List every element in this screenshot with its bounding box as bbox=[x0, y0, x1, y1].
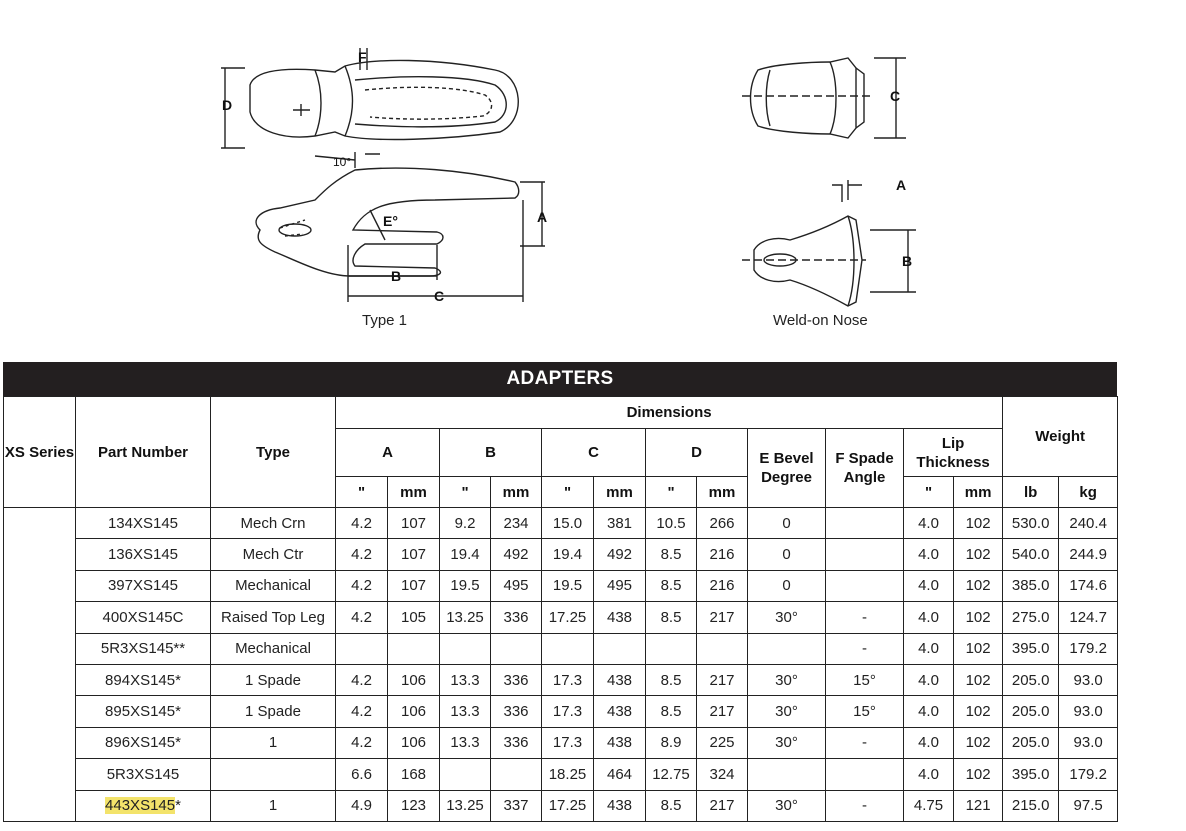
cell-a-mm: 105 bbox=[388, 602, 440, 633]
header-weight-kg: kg bbox=[1059, 477, 1118, 508]
cell-type: 1 Spade bbox=[211, 664, 336, 695]
cell-f bbox=[826, 759, 904, 790]
header-b-mm: mm bbox=[491, 477, 542, 508]
cell-a-mm: 123 bbox=[388, 790, 440, 821]
cell-a-mm: 106 bbox=[388, 696, 440, 727]
cell-part-number: 397XS145 bbox=[76, 570, 211, 601]
part-number-suffix: * bbox=[175, 797, 181, 815]
cell-a-in: 4.9 bbox=[336, 790, 388, 821]
cell-c-mm: 381 bbox=[594, 508, 646, 539]
cell-part-number: 894XS145* bbox=[76, 664, 211, 695]
cell-lip-mm: 102 bbox=[954, 602, 1003, 633]
type1-label-b: B bbox=[391, 268, 402, 284]
cell-part-number: 896XS145* bbox=[76, 727, 211, 758]
header-a: A bbox=[336, 429, 440, 477]
adapters-table bbox=[3, 396, 1118, 822]
type1-caption: Type 1 bbox=[362, 312, 408, 329]
cell-lip-in: 4.0 bbox=[904, 539, 954, 570]
cell-c-in: 19.4 bbox=[542, 539, 594, 570]
cell-lip-in: 4.0 bbox=[904, 664, 954, 695]
header-d-inch: " bbox=[646, 477, 697, 508]
cell-f: - bbox=[826, 633, 904, 664]
cell-a-mm: 107 bbox=[388, 570, 440, 601]
cell-lip-mm: 102 bbox=[954, 696, 1003, 727]
cell-lip-mm: 102 bbox=[954, 664, 1003, 695]
header-b: B bbox=[440, 429, 542, 477]
cell-f: - bbox=[826, 602, 904, 633]
header-b-inch: " bbox=[440, 477, 491, 508]
header-lip-thickness: Lip Thickness bbox=[904, 429, 1003, 477]
cell-a-in: 4.2 bbox=[336, 664, 388, 695]
cell-b-in: 13.3 bbox=[440, 664, 491, 695]
cell-f: 15° bbox=[826, 664, 904, 695]
cell-c-mm: 438 bbox=[594, 602, 646, 633]
cell-b-in: 19.5 bbox=[440, 570, 491, 601]
cell-b-mm: 336 bbox=[491, 602, 542, 633]
cell-lb: 275.0 bbox=[1003, 602, 1059, 633]
cell-lip-in: 4.75 bbox=[904, 790, 954, 821]
header-type: Type bbox=[211, 397, 336, 508]
header-d-mm: mm bbox=[697, 477, 748, 508]
cell-type: Mechanical bbox=[211, 570, 336, 601]
cell-e: 0 bbox=[748, 570, 826, 601]
cell-d-in: 10.5 bbox=[646, 508, 697, 539]
cell-part-number: 134XS145 bbox=[76, 508, 211, 539]
cell-type: Mech Crn bbox=[211, 508, 336, 539]
nose-label-a: A bbox=[896, 177, 907, 193]
cell-type bbox=[211, 759, 336, 790]
cell-c-in: 17.3 bbox=[542, 664, 594, 695]
cell-d-in: 8.5 bbox=[646, 696, 697, 727]
cell-part-number: 5R3XS145 bbox=[76, 759, 211, 790]
cell-kg: 93.0 bbox=[1059, 727, 1118, 758]
cell-lip-in: 4.0 bbox=[904, 727, 954, 758]
cell-c-mm: 495 bbox=[594, 570, 646, 601]
cell-lb: 205.0 bbox=[1003, 727, 1059, 758]
cell-f bbox=[826, 570, 904, 601]
cell-b-in: 19.4 bbox=[440, 539, 491, 570]
cell-a-in: 4.2 bbox=[336, 696, 388, 727]
cell-type: Raised Top Leg bbox=[211, 602, 336, 633]
table-row bbox=[4, 539, 1118, 570]
type1-label-f: F bbox=[358, 49, 367, 65]
table-row bbox=[4, 664, 1118, 695]
cell-d-mm: 217 bbox=[697, 696, 748, 727]
cell-c-in: 17.25 bbox=[542, 790, 594, 821]
cell-lip-mm: 102 bbox=[954, 508, 1003, 539]
header-a-mm: mm bbox=[388, 477, 440, 508]
table-row bbox=[4, 759, 1118, 790]
cell-kg: 240.4 bbox=[1059, 508, 1118, 539]
cell-part-number: 400XS145C bbox=[76, 602, 211, 633]
cell-kg: 179.2 bbox=[1059, 633, 1118, 664]
cell-lb: 205.0 bbox=[1003, 664, 1059, 695]
cell-d-in: 12.75 bbox=[646, 759, 697, 790]
cell-lip-in: 4.0 bbox=[904, 602, 954, 633]
cell-a-mm bbox=[388, 633, 440, 664]
cell-type: 1 Spade bbox=[211, 696, 336, 727]
table-row bbox=[4, 633, 1118, 664]
cell-c-in: 17.25 bbox=[542, 602, 594, 633]
cell-d-in: 8.5 bbox=[646, 602, 697, 633]
nose-label-c: C bbox=[890, 88, 901, 104]
cell-lb: 395.0 bbox=[1003, 759, 1059, 790]
cell-d-in: 8.5 bbox=[646, 664, 697, 695]
table-row bbox=[4, 508, 1118, 539]
cell-a-in: 6.6 bbox=[336, 759, 388, 790]
header-weight-lb: lb bbox=[1003, 477, 1059, 508]
cell-a-mm: 168 bbox=[388, 759, 440, 790]
cell-d-mm: 225 bbox=[697, 727, 748, 758]
cell-kg: 97.5 bbox=[1059, 790, 1118, 821]
type1-label-d: D bbox=[222, 97, 233, 113]
cell-c-in: 15.0 bbox=[542, 508, 594, 539]
header-dimensions: Dimensions bbox=[336, 397, 1003, 429]
cell-d-mm: 217 bbox=[697, 664, 748, 695]
cell-a-in: 4.2 bbox=[336, 602, 388, 633]
cell-lip-in: 4.0 bbox=[904, 633, 954, 664]
nose-label-b: B bbox=[902, 253, 913, 269]
cell-b-mm: 337 bbox=[491, 790, 542, 821]
weld-on-nose-drawing bbox=[730, 40, 920, 310]
cell-b-mm: 234 bbox=[491, 508, 542, 539]
cell-d-in bbox=[646, 633, 697, 664]
header-lip-inch: " bbox=[904, 477, 954, 508]
cell-lb: 215.0 bbox=[1003, 790, 1059, 821]
table-row bbox=[4, 602, 1118, 633]
cell-part-number: 136XS145 bbox=[76, 539, 211, 570]
cell-d-mm bbox=[697, 633, 748, 664]
type1-label-a: A bbox=[537, 209, 548, 225]
cell-type: 1 bbox=[211, 790, 336, 821]
cell-d-mm: 216 bbox=[697, 539, 748, 570]
cell-lip-mm: 121 bbox=[954, 790, 1003, 821]
cell-a-mm: 107 bbox=[388, 539, 440, 570]
cell-b-in bbox=[440, 759, 491, 790]
cell-lip-mm: 102 bbox=[954, 633, 1003, 664]
cell-a-in: 4.2 bbox=[336, 539, 388, 570]
cell-e: 30° bbox=[748, 790, 826, 821]
cell-f bbox=[826, 508, 904, 539]
cell-type: Mech Ctr bbox=[211, 539, 336, 570]
cell-lb: 530.0 bbox=[1003, 508, 1059, 539]
table-row bbox=[4, 790, 1118, 821]
cell-e bbox=[748, 633, 826, 664]
cell-lip-mm: 102 bbox=[954, 759, 1003, 790]
cell-a-in: 4.2 bbox=[336, 727, 388, 758]
type1-label-c: C bbox=[434, 288, 445, 304]
cell-a-mm: 107 bbox=[388, 508, 440, 539]
cell-part-number: 895XS145* bbox=[76, 696, 211, 727]
header-lip-mm: mm bbox=[954, 477, 1003, 508]
cell-f bbox=[826, 539, 904, 570]
table-row bbox=[4, 570, 1118, 601]
cell-type: 1 bbox=[211, 727, 336, 758]
cell-b-in: 13.3 bbox=[440, 696, 491, 727]
cell-b-mm: 336 bbox=[491, 727, 542, 758]
cell-part-number bbox=[76, 790, 211, 821]
cell-type: Mechanical bbox=[211, 633, 336, 664]
cell-lip-mm: 102 bbox=[954, 727, 1003, 758]
cell-c-mm bbox=[594, 633, 646, 664]
cell-c-in: 17.3 bbox=[542, 696, 594, 727]
cell-lb: 395.0 bbox=[1003, 633, 1059, 664]
adapters-table-section bbox=[3, 362, 1117, 822]
cell-b-mm: 336 bbox=[491, 696, 542, 727]
cell-kg: 124.7 bbox=[1059, 602, 1118, 633]
cell-c-mm: 492 bbox=[594, 539, 646, 570]
cell-c-mm: 464 bbox=[594, 759, 646, 790]
cell-a-in bbox=[336, 633, 388, 664]
cell-lb: 540.0 bbox=[1003, 539, 1059, 570]
header-f-spade-angle: F Spade Angle bbox=[826, 429, 904, 508]
cell-c-mm: 438 bbox=[594, 696, 646, 727]
cell-c-in: 18.25 bbox=[542, 759, 594, 790]
header-weight: Weight bbox=[1003, 397, 1118, 477]
header-d: D bbox=[646, 429, 748, 477]
cell-d-mm: 266 bbox=[697, 508, 748, 539]
part-number-highlighted: 443XS145 bbox=[105, 797, 176, 815]
cell-lip-mm: 102 bbox=[954, 570, 1003, 601]
cell-e bbox=[748, 759, 826, 790]
header-e-bevel-degree: E Bevel Degree bbox=[748, 429, 826, 508]
cell-b-mm: 336 bbox=[491, 664, 542, 695]
cell-kg: 179.2 bbox=[1059, 759, 1118, 790]
cell-f: - bbox=[826, 727, 904, 758]
cell-lip-in: 4.0 bbox=[904, 508, 954, 539]
cell-a-in: 4.2 bbox=[336, 570, 388, 601]
header-a-inch: " bbox=[336, 477, 388, 508]
cell-kg: 93.0 bbox=[1059, 664, 1118, 695]
table-row bbox=[4, 696, 1118, 727]
type1-label-e: E° bbox=[383, 213, 398, 229]
cell-d-in: 8.9 bbox=[646, 727, 697, 758]
cell-lb: 205.0 bbox=[1003, 696, 1059, 727]
table-body bbox=[4, 508, 1118, 822]
cell-f: 15° bbox=[826, 696, 904, 727]
cell-e: 0 bbox=[748, 508, 826, 539]
cell-c-in bbox=[542, 633, 594, 664]
header-xs-series: XS Series bbox=[4, 397, 76, 508]
cell-d-mm: 217 bbox=[697, 790, 748, 821]
cell-d-in: 8.5 bbox=[646, 539, 697, 570]
cell-a-mm: 106 bbox=[388, 664, 440, 695]
cell-d-mm: 217 bbox=[697, 602, 748, 633]
type1-drawing bbox=[205, 40, 555, 310]
cell-e: 0 bbox=[748, 539, 826, 570]
xs-series-cell bbox=[4, 508, 76, 822]
cell-b-in: 13.3 bbox=[440, 727, 491, 758]
cell-kg: 93.0 bbox=[1059, 696, 1118, 727]
cell-f: - bbox=[826, 790, 904, 821]
header-c: C bbox=[542, 429, 646, 477]
header-c-inch: " bbox=[542, 477, 594, 508]
type1-label-angle: 10° bbox=[333, 155, 352, 169]
cell-lip-in: 4.0 bbox=[904, 696, 954, 727]
table-row bbox=[4, 727, 1118, 758]
cell-d-mm: 216 bbox=[697, 570, 748, 601]
cell-e: 30° bbox=[748, 696, 826, 727]
cell-c-in: 17.3 bbox=[542, 727, 594, 758]
cell-b-mm: 492 bbox=[491, 539, 542, 570]
cell-e: 30° bbox=[748, 727, 826, 758]
cell-d-in: 8.5 bbox=[646, 570, 697, 601]
cell-e: 30° bbox=[748, 664, 826, 695]
cell-d-mm: 324 bbox=[697, 759, 748, 790]
cell-b-in: 13.25 bbox=[440, 790, 491, 821]
cell-lb: 385.0 bbox=[1003, 570, 1059, 601]
cell-c-mm: 438 bbox=[594, 727, 646, 758]
cell-b-mm bbox=[491, 759, 542, 790]
cell-a-in: 4.2 bbox=[336, 508, 388, 539]
weld-on-nose-caption: Weld-on Nose bbox=[773, 312, 868, 329]
cell-b-in bbox=[440, 633, 491, 664]
cell-e: 30° bbox=[748, 602, 826, 633]
cell-c-mm: 438 bbox=[594, 790, 646, 821]
cell-lip-in: 4.0 bbox=[904, 759, 954, 790]
cell-kg: 174.6 bbox=[1059, 570, 1118, 601]
header-c-mm: mm bbox=[594, 477, 646, 508]
cell-kg: 244.9 bbox=[1059, 539, 1118, 570]
cell-d-in: 8.5 bbox=[646, 790, 697, 821]
cell-b-in: 9.2 bbox=[440, 508, 491, 539]
cell-c-mm: 438 bbox=[594, 664, 646, 695]
cell-b-mm: 495 bbox=[491, 570, 542, 601]
cell-c-in: 19.5 bbox=[542, 570, 594, 601]
cell-b-mm bbox=[491, 633, 542, 664]
table-title: ADAPTERS bbox=[3, 362, 1117, 396]
cell-b-in: 13.25 bbox=[440, 602, 491, 633]
cell-part-number: 5R3XS145** bbox=[76, 633, 211, 664]
cell-lip-in: 4.0 bbox=[904, 570, 954, 601]
cell-a-mm: 106 bbox=[388, 727, 440, 758]
cell-lip-mm: 102 bbox=[954, 539, 1003, 570]
header-part-number: Part Number bbox=[76, 397, 211, 508]
